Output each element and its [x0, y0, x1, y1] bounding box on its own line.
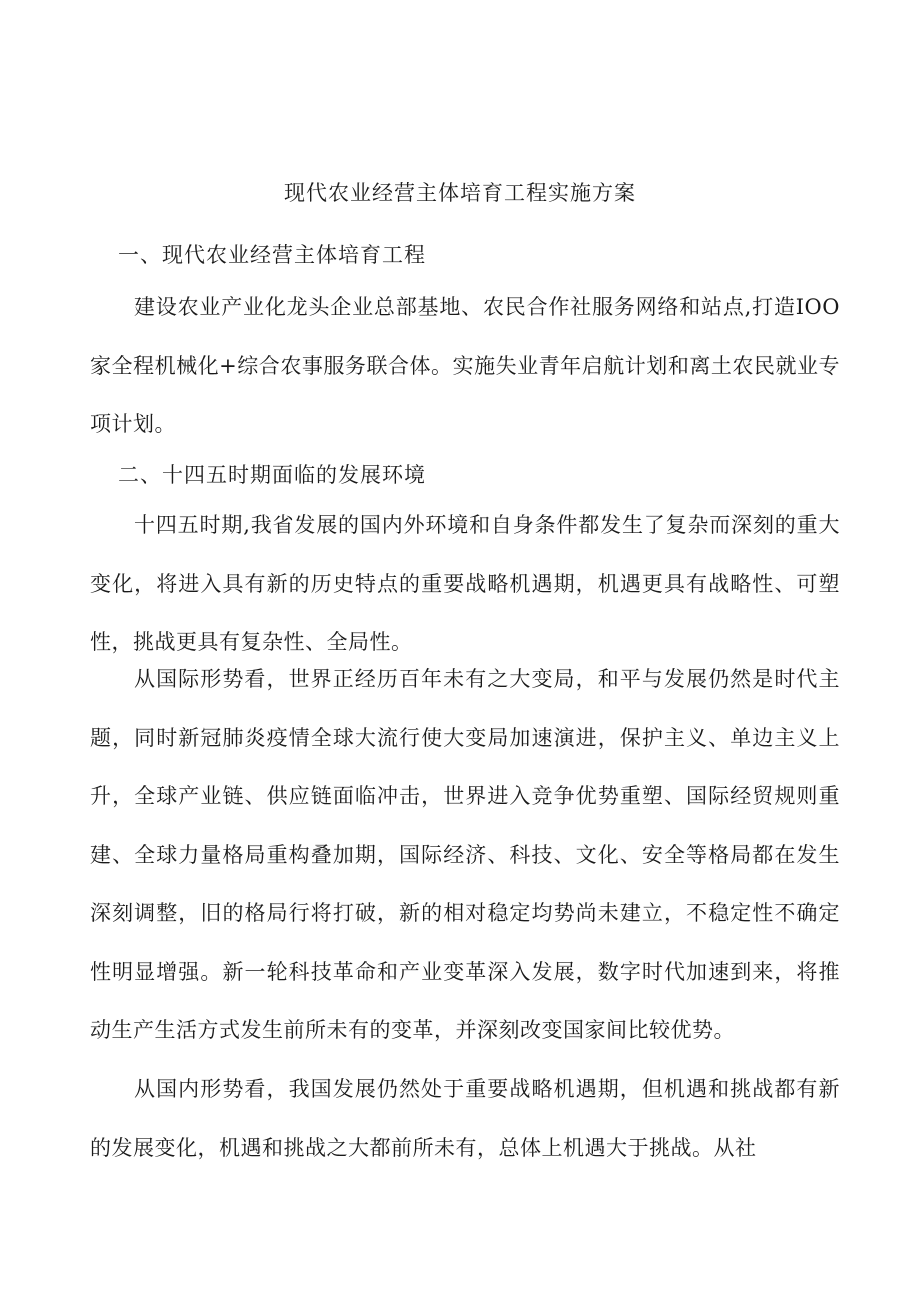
document-title: 现代农业经营主体培育工程实施方案: [284, 181, 636, 205]
section-1-paragraph-1: 建设农业产业化龙头企业总部基地、农民合作社服务网络和站点,打造IOO家全程机械化+综合农事服务联合体。实施失业青年启航计划和离土农民就业专项计划。: [90, 295, 840, 436]
section-2-paragraph-1: 十四五时期,我省发展的国内外环境和自身条件都发生了复杂而深刻的重大变化，将进入具有新的历史特点的重要战略机遇期，机遇更具有战略性、可塑性，挑战更具有复杂性、全局性。: [90, 513, 840, 654]
section-heading-1: 一、现代农业经营主体培育工程: [118, 243, 426, 267]
section-heading-2: 二、十四五时期面临的发展环境: [118, 463, 426, 487]
section-2-paragraph-2: 从国际形势看，世界正经历百年未有之大变局，和平与发展仍然是时代主题，同时新冠肺炎疫情全球大流行使大变局加速演进，保护主义、单边主义上升，全球产业链、供应链面临冲击，世界进入竞争优势重塑、国际经贸规则重建、全球力量格局重构叠加期，国际经济、科技、文化、安全等格局都在发生深刻调整，旧的格局行将打破，新的相对稳定均势尚未建立，不稳定性不确定性明显增强。新一轮科技革命和产业变革深入发展，数字时代加速到来，将推动生产生活方式发生前所未有的变革，并深刻改变国家间比较优势。: [90, 667, 840, 1042]
section-2-paragraph-3: 从国内形势看，我国发展仍然处于重要战略机遇期，但机遇和挑战都有新的发展变化，机遇和挑战之大都前所未有，总体上机遇大于挑战。从社: [90, 1077, 840, 1160]
